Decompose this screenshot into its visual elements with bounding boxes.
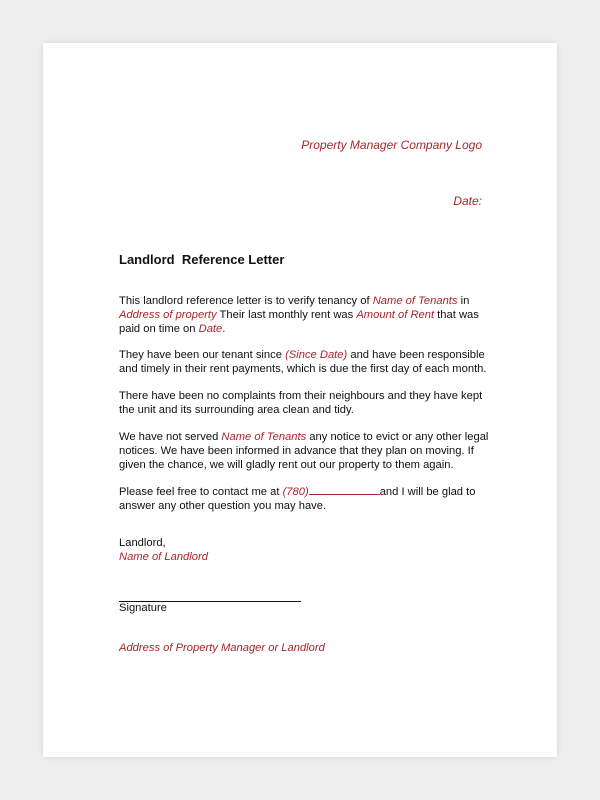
signature-label: Signature xyxy=(119,602,167,614)
paragraph-tenant-since xyxy=(119,348,499,376)
letter-page xyxy=(43,43,557,757)
text: . xyxy=(222,323,226,336)
phone-number-blank xyxy=(309,484,380,495)
text: and I will be glad to answer any other question you may have. xyxy=(119,486,476,513)
letter-title: Landlord Reference Letter xyxy=(119,252,285,267)
closing-block xyxy=(119,536,208,564)
closing-salutation: Landlord, xyxy=(119,537,166,549)
landlord-name-field: Name of Landlord xyxy=(119,551,208,564)
text: They have been our tenant since xyxy=(119,349,286,361)
tenant-name-field: Name of Tenants xyxy=(372,295,458,307)
since-date-field: (Since Date) xyxy=(285,349,348,361)
text: any notice to evict or any other legal notices. We have been informed in advance that they plan on moving. If given the chance, we will gladly rent out our property to them again. xyxy=(119,431,489,472)
tenant-name-field: Name of Tenants xyxy=(221,431,307,443)
text: Their last monthly rent was xyxy=(216,309,357,322)
rent-amount-field: Amount of Rent xyxy=(356,309,435,322)
text: Please feel free to contact me at xyxy=(119,486,283,498)
property-address-field: Address of property xyxy=(119,309,217,322)
date-label: Date: xyxy=(453,194,482,208)
text: We have not served xyxy=(119,431,222,443)
text: This landlord reference letter is to verify tenancy of xyxy=(119,295,373,307)
text: in xyxy=(457,295,470,307)
text: There have been no complaints from their neighbours and they have kept the unit and its surrounding area clean and tidy. xyxy=(119,390,483,417)
paragraph-verify-tenancy xyxy=(119,294,499,336)
paragraph-no-notices xyxy=(119,430,499,472)
paragraph-contact xyxy=(119,484,499,513)
company-logo-placeholder: Property Manager Company Logo xyxy=(301,138,482,152)
text: and have been responsible and timely in their rent payments, which is due the first day of each month. xyxy=(119,349,487,376)
payment-date-field: Date xyxy=(198,323,223,336)
text: that was paid on time on xyxy=(119,309,479,336)
phone-area-code-field: (780) xyxy=(282,486,309,498)
paragraph-no-complaints xyxy=(119,389,499,417)
landlord-address-field: Address of Property Manager or Landlord xyxy=(119,642,325,654)
